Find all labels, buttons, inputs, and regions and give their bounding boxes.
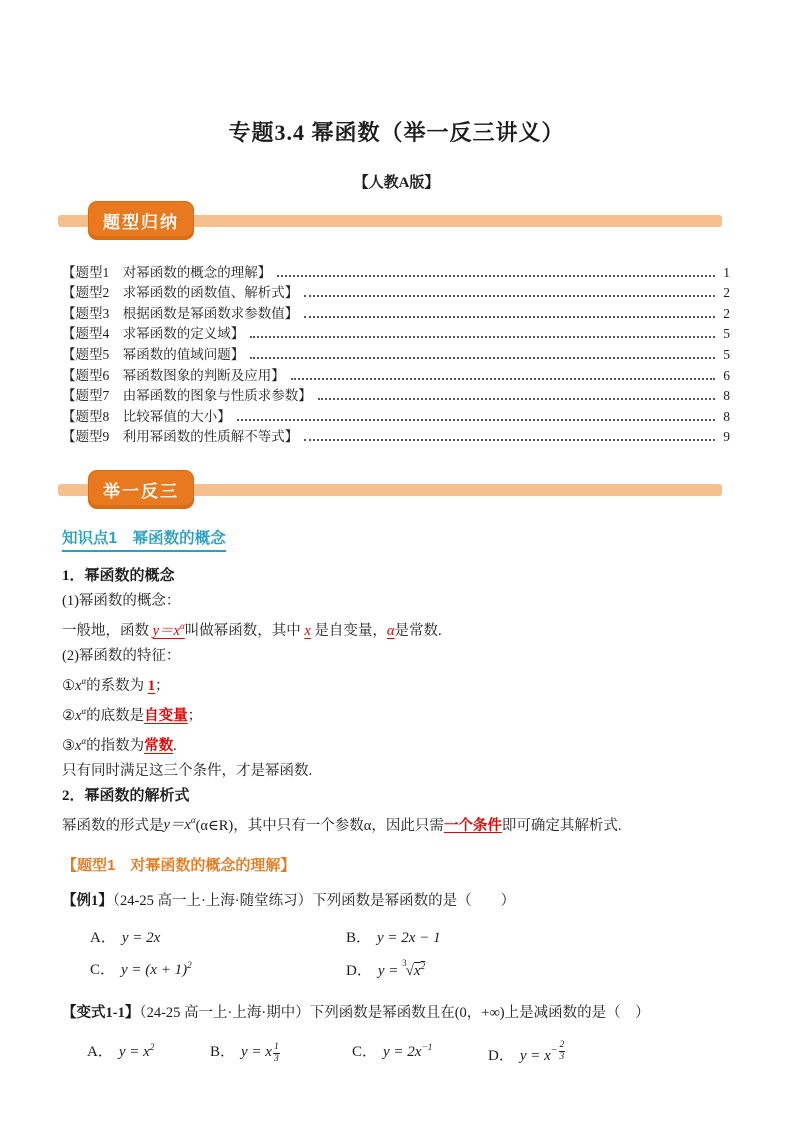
emphasis-variable: 自变量 <box>144 707 188 724</box>
variant1-1-tag: 【变式1-1】 <box>62 1005 140 1022</box>
toc-page-number: 6 <box>723 367 730 383</box>
example1-problem <box>62 889 730 913</box>
toc-item-label[interactable]: 【题型4 求幂函数的定义域】 <box>62 326 245 342</box>
example1-options-row1 <box>62 926 730 947</box>
toc-item[interactable] <box>62 301 730 322</box>
feature-item-1: $①x^\alpha$的系数为 1； <box>62 676 170 694</box>
toc-item[interactable] <box>62 404 730 425</box>
variant1-1-options-row <box>62 1040 730 1065</box>
banner-badge-label: 举一反三 <box>88 470 194 509</box>
toc-item-label[interactable]: 【题型6 幂函数图象的判断及应用】 <box>62 367 285 383</box>
toc-item-label[interactable]: 【题型8 比较幂值的大小】 <box>62 408 231 424</box>
dot-leader <box>304 439 715 441</box>
formula-y-eq-x-alpha: $y=x^\alpha$ <box>152 621 185 640</box>
toc-page-number: 8 <box>723 388 730 404</box>
edition-subtitle: 【人教A版】 <box>353 175 440 191</box>
toc-item[interactable] <box>62 425 730 446</box>
toc-page-number: 9 <box>723 429 730 445</box>
variant1-1-problem <box>62 1001 730 1025</box>
toc-item-label[interactable]: 【题型2 求幂函数的函数值、解析式】 <box>62 285 299 301</box>
conclusion-line: 只有同时满足这三个条件，才是幂函数. <box>62 762 313 779</box>
toc-item-label[interactable]: 【题型9 利用幂函数的性质解不等式】 <box>62 429 299 445</box>
knowledge-point-title: 知识点1 幂函数的概念 <box>62 526 226 552</box>
var-alpha: α <box>386 623 395 640</box>
toc-item[interactable] <box>62 342 730 363</box>
option-c: C． $y = 2x^{-1}$ <box>352 1043 433 1061</box>
var-x: x <box>304 623 311 640</box>
features-subtitle: (2)幂函数的特征： <box>62 648 181 665</box>
dot-leader <box>291 378 715 380</box>
example1-stem: （24-25 高一上·上海·随堂练习）下列函数是幂函数的是（ ） <box>112 893 516 910</box>
page-title: 专题3.4 幂函数（举一反三讲义） <box>228 120 565 145</box>
concept-title: 1．幂函数的概念 <box>62 568 175 585</box>
toc-page-number: 2 <box>723 285 730 301</box>
table-of-contents <box>62 260 730 445</box>
option-a: A． $y = x^2$ <box>87 1043 155 1061</box>
toc-page-number: 5 <box>723 346 730 362</box>
example1-options-row2 <box>62 958 730 980</box>
option-b: B． y = x $\frac{1}{3}$ <box>210 1042 279 1064</box>
formula-line: 幂函数的形式是$y=x^\alpha(\alpha\in R)$，其中只有一个参数α，因此只需一个条件即可确定其解析式. <box>62 815 622 834</box>
option-c: C． $y = (x + 1)^2$ <box>90 961 192 979</box>
section-banner-practice <box>0 470 793 509</box>
emphasis-constant: 常数 <box>144 737 174 754</box>
root-index: 3 <box>402 958 407 969</box>
dot-leader <box>304 316 715 318</box>
topic1-heading: 【题型1 对幂函数的概念的理解】 <box>62 857 296 875</box>
banner-badge-label: 题型归纳 <box>88 201 194 240</box>
knowledge-point-heading <box>62 526 730 552</box>
dot-leader <box>277 275 715 277</box>
feature-item-3: $③x^\alpha$的指数为常数. <box>62 735 177 754</box>
formula-title: 2．幂函数的解析式 <box>62 787 190 804</box>
toc-item[interactable] <box>62 260 730 281</box>
toc-item-label[interactable]: 【题型3 根据函数是幂函数求参数值】 <box>62 305 299 321</box>
variant1-1-stem: （24-25 高一上·上海·期中）下列函数是幂函数且在(0，+∞)上是减函数的是（ ） <box>139 1005 650 1022</box>
toc-item[interactable] <box>62 384 730 405</box>
toc-page-number: 2 <box>723 305 730 321</box>
dot-leader <box>237 419 715 421</box>
example1-tag: 【例1】 <box>62 893 113 910</box>
dot-leader <box>250 336 715 338</box>
toc-page-number: 1 <box>723 264 730 280</box>
formula-power: $y=x^\alpha$ <box>163 815 196 834</box>
toc-page-number: 8 <box>723 408 730 424</box>
radical-sign: √ <box>405 963 414 980</box>
feature-item-2: $②x^\alpha$的底数是自变量； <box>62 706 203 724</box>
concept-subtitle: (1)幂函数的概念： <box>62 593 181 610</box>
toc-item[interactable] <box>62 363 730 384</box>
option-b: B． y = 2x − 1 <box>346 930 441 947</box>
emphasis-1: 1 <box>147 678 156 694</box>
toc-item[interactable] <box>62 322 730 343</box>
toc-page-number: 5 <box>723 326 730 342</box>
option-a: A． y = 2x <box>90 930 161 947</box>
negative-sign: − <box>550 1045 558 1057</box>
toc-item-label[interactable]: 【题型7 由幂函数的图象与性质求参数】 <box>62 388 312 404</box>
option-d: D． $y = ^3√x^2$ <box>346 958 426 980</box>
section-banner-topics <box>0 201 793 240</box>
definition-line: 一般地，函数 $y=x^\alpha$叫做幂函数，其中 x 是自变量，α是常数. <box>62 621 442 640</box>
dot-leader <box>304 295 715 297</box>
toc-item-label[interactable]: 【题型1 对幂函数的概念的理解】 <box>62 264 272 280</box>
emphasis-one-condition: 一个条件 <box>443 817 502 834</box>
toc-item[interactable] <box>62 281 730 302</box>
knowledge-body <box>62 564 730 838</box>
option-d: D． y = x − $\frac{2}{3}$ <box>488 1040 565 1065</box>
toc-item-label[interactable]: 【题型5 幂函数的值域问题】 <box>62 346 245 362</box>
dot-leader <box>250 357 715 359</box>
dot-leader <box>318 398 715 400</box>
